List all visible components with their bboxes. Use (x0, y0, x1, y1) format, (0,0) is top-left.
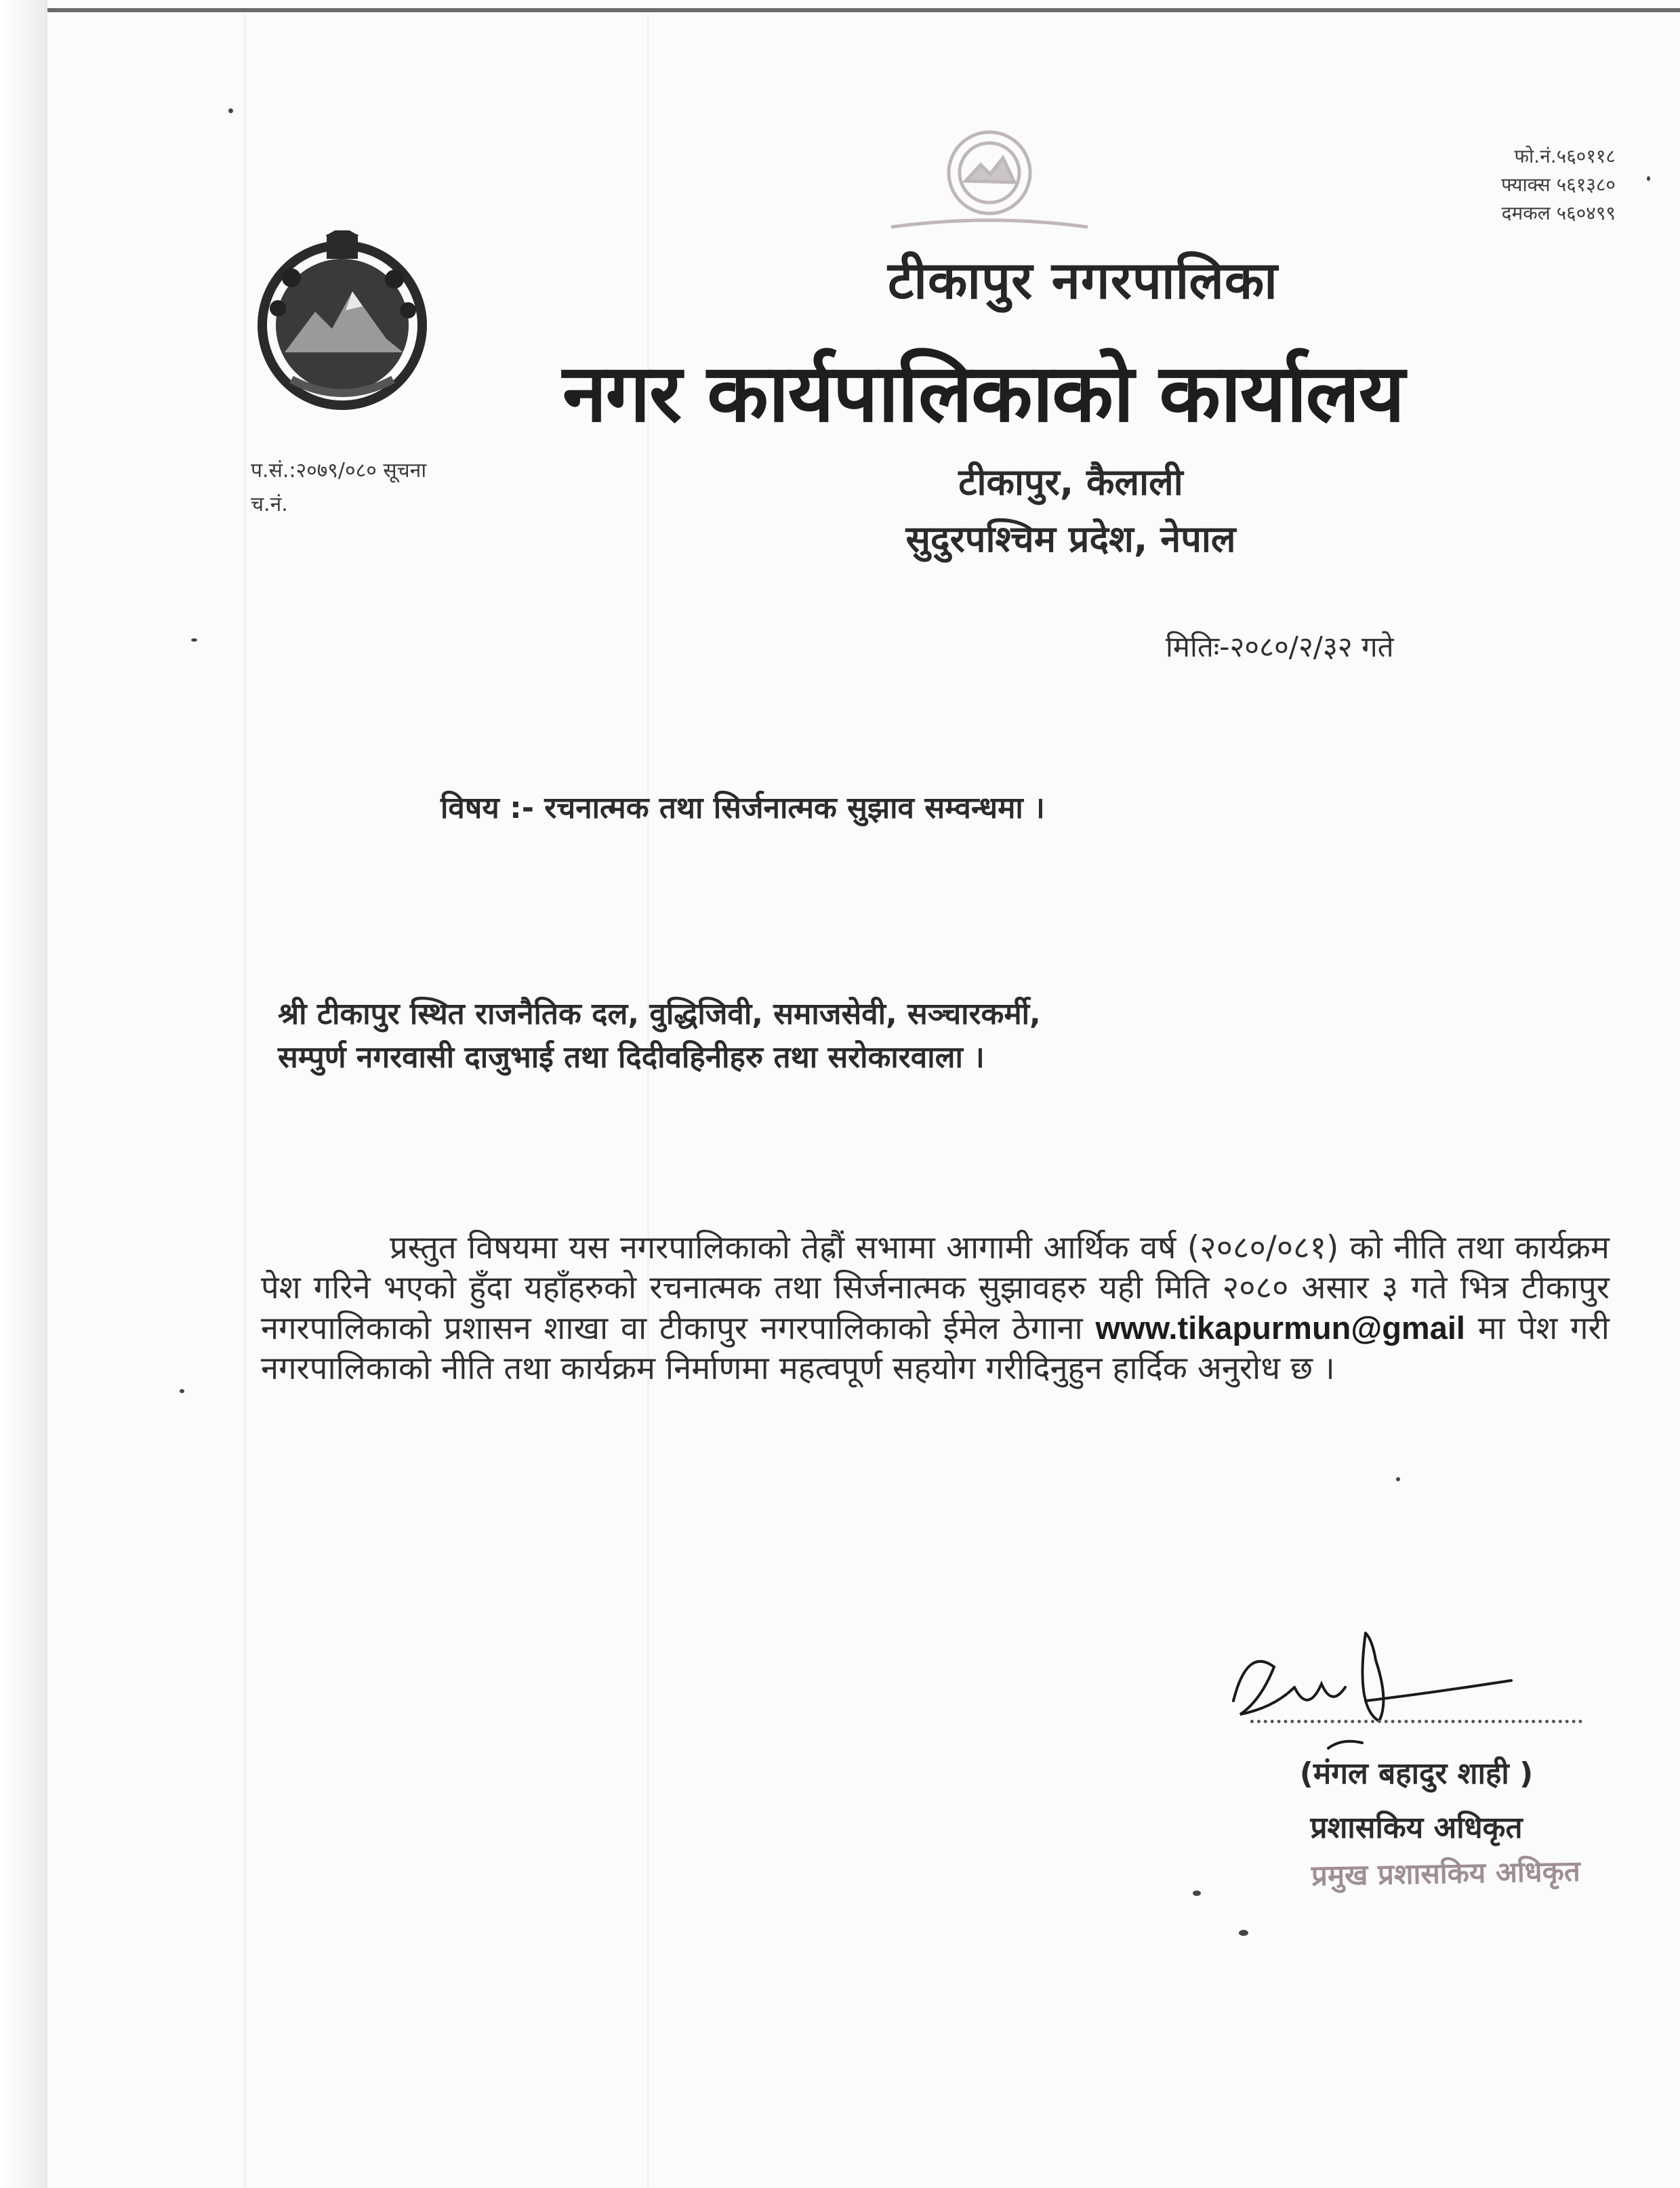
fire-number: दमकल ५६०४९९ (1501, 202, 1616, 224)
email-address: www.tikapurmun@gmail (1095, 1310, 1465, 1346)
letter-subject: विषय :- रचनात्मक तथा सिर्जनात्मक सुझाव सम्वन्धमा । (441, 791, 1045, 825)
dispatch-number: च.नं. (251, 493, 288, 516)
scan-speck (228, 108, 233, 113)
scan-fold-line (244, 14, 246, 2188)
signatory-title: प्रशासकिय अधिकृत (1310, 1811, 1523, 1845)
scan-edge-top (47, 8, 1680, 12)
body-text-part: प्रस्तुत विषयमा यस नगरपालिकाको तेह्रौं सभामा आगामी आर्थिक वर्ष (२०८०/०८१) को नीति तथा कार्यक्रम पेश गरिने भएको हुँदा यहाँहरुको रचनात्मक तथा सिर्जनात्मक सुझावहरु यही मिति २०८० असार ३ गते भित्र टीकापुर नगरपालिकाको प्रशासन शाखा वा टीकापुर नगरपालिकाको ईमेल ठेगाना (261, 1229, 1610, 1347)
scan-shadow-left (0, 0, 47, 2188)
address-block (813, 454, 1328, 568)
recipient-line: सम्पुर्ण नगरवासी दाजुभाई तथा दिदीवहिनीहरु तथा सरोकारवाला । (278, 1040, 985, 1075)
office-title: नगर कार्यपालिकाको कार्यालय (562, 346, 1404, 440)
body-text-part: मा पेश गरी नगरपालिकाको नीति तथा कार्यक्रम निर्माणमा महत्वपूर्ण सहयोग गरीदिनुहुन हार्दिक अनुरोध छ । (261, 1310, 1610, 1387)
address-province: सुदुरपश्चिम प्रदेश, नेपाल (905, 518, 1236, 560)
office-stamp-icon (864, 125, 1108, 349)
scan-speck (1647, 176, 1650, 181)
scan-speck (1396, 1477, 1400, 1481)
fax-number: फ्याक्स ५६१३८० (1501, 173, 1616, 196)
letter-date: मितिः-२०८०/२/३२ गते (1166, 630, 1394, 663)
nepal-emblem-icon (251, 230, 434, 413)
designation-stamp: प्रमुख प्रशासकिय अधिकृत (1311, 1854, 1581, 1893)
phone-number: फो.नं.५६०११८ (1514, 145, 1616, 167)
scan-speck (180, 1389, 184, 1393)
recipient-line: श्री टीकापुर स्थित राजनैतिक दल, वुद्धिजिवी, समाजसेवी, सञ्चारकर्मी, (278, 997, 1041, 1031)
scan-speck (191, 638, 197, 642)
letter-body (261, 1228, 1610, 1388)
recipient-block (278, 993, 1227, 1079)
signatory-name: (मंगल बहादुर शाही ) (1299, 1756, 1534, 1791)
scan-speck (1239, 1930, 1248, 1936)
signature-line (1250, 1720, 1582, 1723)
scan-speck (1193, 1891, 1201, 1896)
reference-number: प.सं.:२०७९/०८० सूचना (251, 459, 427, 482)
reference-block (251, 454, 426, 522)
address-city: टीकापुर, कैलाली (958, 461, 1183, 503)
contact-block (1501, 142, 1616, 228)
municipality-name: टीकापुर नगरपालिका (888, 250, 1278, 310)
